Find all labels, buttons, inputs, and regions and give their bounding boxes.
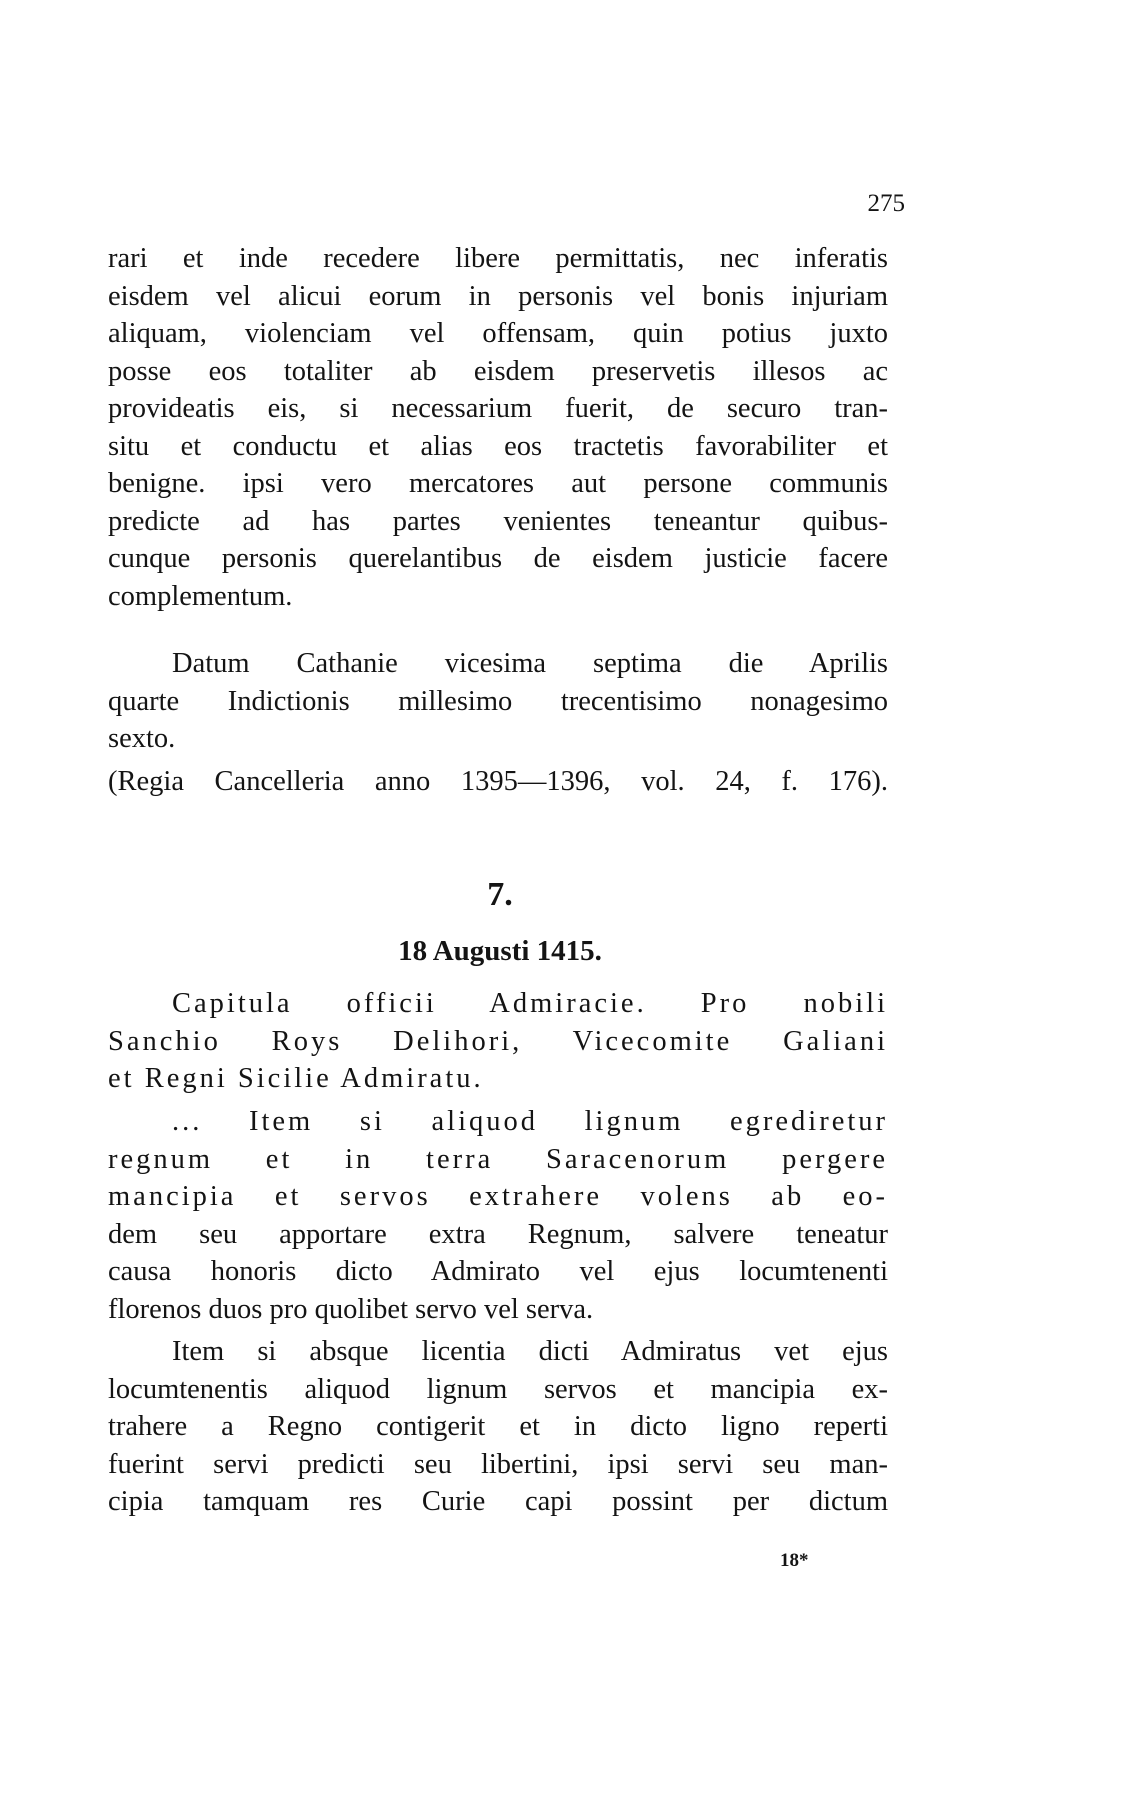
page-number: 275 — [867, 190, 905, 217]
text-line: locumtenentis aliquod lignum servos et mancipia ex- — [108, 1373, 888, 1405]
text-line: fuerint servi predicti seu libertini, ipsi servi seu man- — [108, 1448, 888, 1480]
text-line: regnum et in terra Saracenorum pergere — [108, 1143, 888, 1175]
text-line: benigne. ipsi vero mercatores aut persone communis — [108, 468, 888, 499]
text-line: causa honoris dicto Admirato vel ejus locumtenenti — [108, 1256, 888, 1287]
document-number: 7. — [487, 876, 513, 913]
text-line: aliquam, violenciam vel offensam, quin potius juxto — [108, 318, 888, 349]
text-line: predicte ad has partes venientes teneantur quibus- — [108, 505, 888, 537]
dating-clause — [108, 645, 888, 758]
text-line: et Regni Sicilie Admiratu. — [108, 1063, 484, 1094]
text-line: ... Item si aliquod lignum egrediretur — [172, 1106, 888, 1137]
text-line: eisdem vel alicui eorum in personis vel bonis injuriam — [108, 280, 888, 312]
paragraph-2 — [108, 1333, 888, 1521]
text-line: sexto. — [108, 723, 176, 754]
paragraph-1 — [108, 1103, 888, 1328]
text-line: trahere a Regno contigerit et in dicto ligno reperti — [108, 1411, 888, 1442]
document-heading — [108, 985, 888, 1098]
text-line: quarte Indictionis millesimo trecentisimo nonagesimo — [108, 685, 888, 717]
text-line: provideatis eis, si necessarium fuerit, de securo tran- — [108, 393, 888, 424]
text-line: posse eos totaliter ab eisdem preservetis illesos ac — [108, 355, 888, 387]
text-line: situ et conductu et alias eos tractetis favorabiliter et — [108, 430, 888, 462]
text-line: cunque personis querelantibus de eisdem justicie facere — [108, 543, 888, 574]
continuation-paragraph — [108, 240, 888, 615]
text-line: dem seu apportare extra Regnum, salvere teneatur — [108, 1218, 888, 1250]
text-line: florenos duos pro quolibet servo vel serva. — [108, 1293, 594, 1325]
text-line: Sanchio Roys Delihori, Vicecomite Galiani — [108, 1025, 888, 1057]
text-line: (Regia Cancelleria anno 1395—1396, vol. 24, f. 176). — [108, 766, 888, 797]
document-date: 18 Augusti 1415. — [398, 935, 602, 967]
source-reference — [108, 763, 888, 801]
text-line: complementum. — [108, 580, 293, 612]
text-line: Datum Cathanie vicesima septima die Aprilis — [172, 648, 888, 679]
text-line: Capitula officii Admiracie. Pro nobili — [172, 988, 888, 1019]
printer-signature: 18* — [780, 1550, 809, 1571]
text-line: Item si absque licentia dicti Admiratus vet ejus — [172, 1336, 888, 1367]
text-line: rari et inde recedere libere permittatis, nec inferatis — [108, 243, 888, 274]
text-line: cipia tamquam res Curie capi possint per dictum — [108, 1486, 888, 1517]
text-line: mancipia et servos extrahere volens ab eo- — [108, 1181, 888, 1212]
